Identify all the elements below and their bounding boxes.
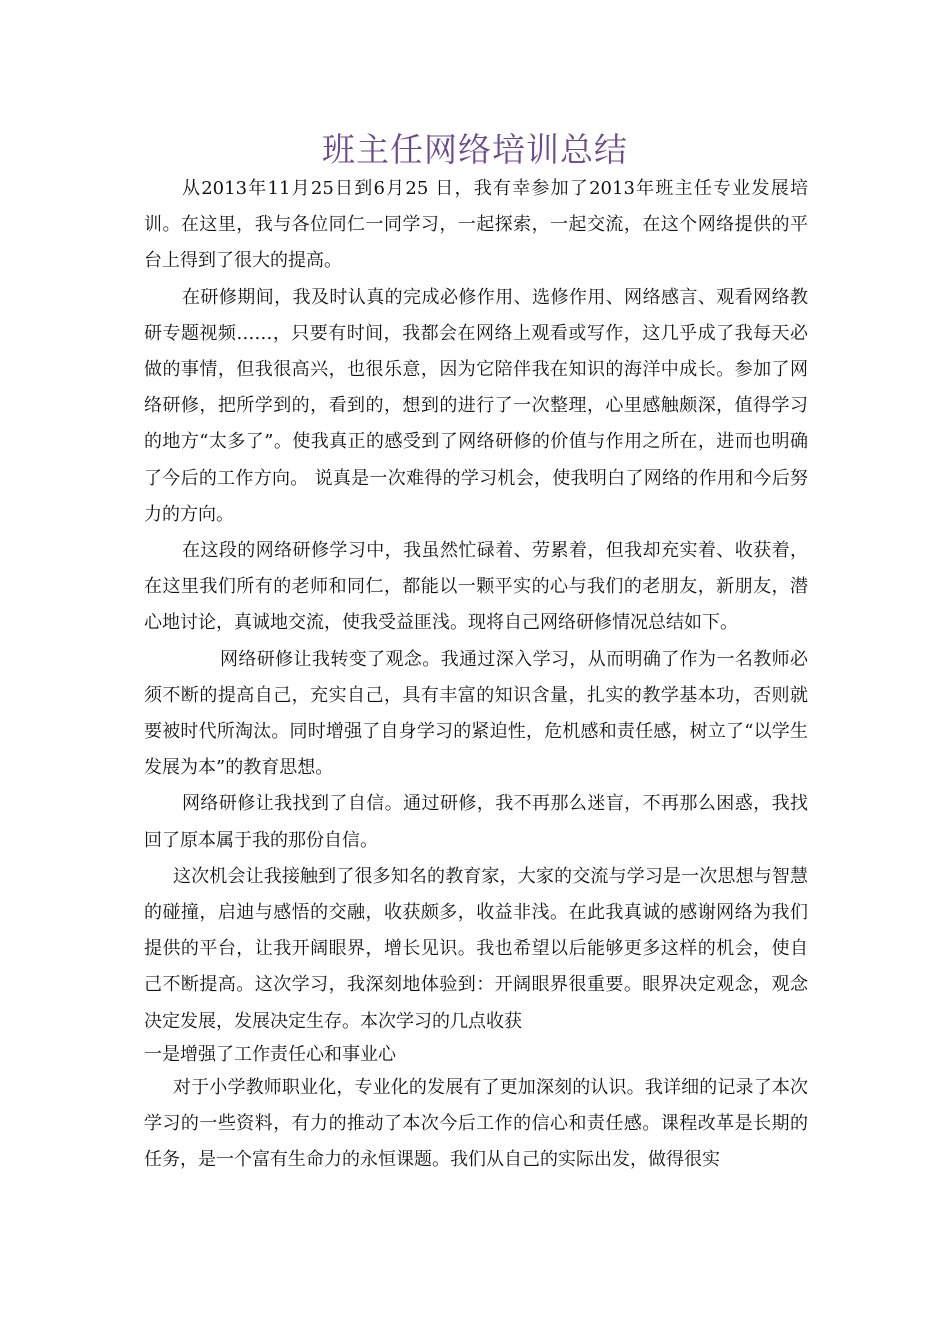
document-body xyxy=(144,171,808,1178)
document-title: 班主任网络培训总结 xyxy=(322,130,628,169)
paragraph-educators: 这次机会让我接触到了很多知名的教育家，大家的交流与学习是一次思想与智慧的碰撞，启迪与感悟的交融，收获颇多，收益非浅。在此我真诚的感谢网络为我们提供的平台，让我开阔眼界，增长见识。我也希望以后能够更多这样的机会，使自己不断提高。这次学习，我深刻地体验到：开阔眼界很重要。眼界决定观念，观念决定发展，发展决定生存。本次学习的几点收获 xyxy=(144,865,808,1032)
paragraph-study-period: 在研修期间，我及时认真的完成必修作用、选修作用、网络感言、观看网络教研专题视频……，只要有时间，我都会在网络上观看或写作，这几乎成了我每天必做的事情，但我很高兴，也很乐意，因为它陪伴我在知识的海洋中成长。参加了网络研修，把所学到的，看到的，想到的进行了一次整理，心里感触颇深，值得学习的地方“太多了”。使我真正的感受到了网络研修的价值与作用之所在，进而也明确了今后的工作方向。 说真是一次难得的学习机会，使我明白了网络的作用和今后努力的方向。 xyxy=(144,286,808,525)
paragraph-study-experience: 在这段的网络研修学习中，我虽然忙碌着、劳累着，但我却充实着、收获着，在这里我们所有的老师和同仁，都能以一颗平实的心与我们的老朋友，新朋友，潜心地讨论，真诚地交流，使我受益匪浅。现将自己网络研修情况总结如下。 xyxy=(144,540,808,634)
paragraph-confidence: 网络研修让我找到了自信。通过研修，我不再那么迷盲，不再那么困惑，我找回了原本属于我的那份自信。 xyxy=(144,793,808,851)
paragraph-changed-concept: 网络研修让我转变了观念。我通过深入学习，从而明确了作为一名教师必须不断的提高自己，充实自己，具有丰富的知识含量，扎实的教学基本功，否则就要被时代所淘汰。同时增强了自身学习的紧迫性，危机感和责任感，树立了“以学生发展为本”的教育思想。 xyxy=(144,648,808,779)
section-heading-responsibility: 一是增强了工作责任心和事业心 xyxy=(144,1043,396,1065)
paragraph-professionalization: 对于小学教师职业化，专业化的发展有了更加深刻的认识。我详细的记录了本次学习的一些资料，有力的推动了本次今后工作的信心和责任感。课程改革是长期的任务，是一个富有生命力的永恒课题。我们从自己的实际出发，做得很实 xyxy=(144,1076,808,1171)
paragraph-intro: 从2013年11月25日到6月25 日，我有幸参加了2013年班主任专业发展培训。在这里，我与各位同仁一同学习，一起探索，一起交流，在这个网络提供的平台上得到了很大的提高。 xyxy=(144,178,808,272)
